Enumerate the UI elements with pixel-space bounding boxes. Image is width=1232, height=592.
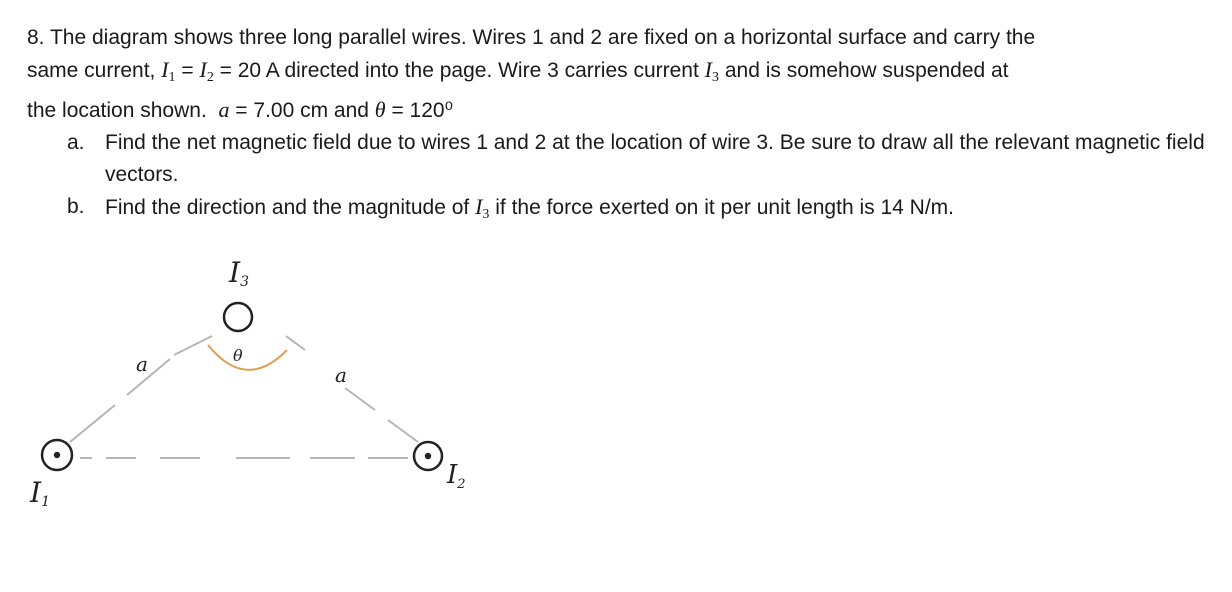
statement-line2c: and is somehow suspended at: [719, 59, 1009, 82]
label-I3: I3: [229, 256, 249, 290]
part-b-text-b: if the force exerted on it per unit length is 14 N/m.: [489, 196, 954, 219]
statement-line3a: the location shown.: [27, 99, 219, 122]
part-b-var-I3: $I_3$: [475, 194, 490, 222]
var-I2: $I_2$: [199, 57, 214, 85]
wire-2-symbol: [414, 442, 442, 470]
statement-line2b: = 20 A directed into the page. Wire 3 carries current: [213, 59, 705, 82]
statement-line3b: = 7.00 cm and: [229, 99, 375, 122]
angle-arc: [208, 345, 287, 370]
label-I1: I1: [30, 476, 50, 510]
wire-1-symbol: [42, 440, 72, 470]
var-I3: $I_3$: [704, 57, 719, 85]
equals: =: [175, 59, 200, 82]
part-b-marker: b.: [67, 195, 85, 218]
var-theta: θ: [374, 97, 386, 122]
part-a-text: Find the net magnetic field due to wires 1 and 2 at the location of wire 3. Be sure to draw all the relevant magnetic field vectors.: [105, 131, 1205, 186]
label-a-left: a: [136, 352, 148, 376]
var-a: a: [218, 97, 230, 122]
problem-number: 8.: [27, 26, 45, 49]
label-a-right: a: [335, 363, 347, 387]
statement-line2a: same current,: [27, 59, 162, 82]
part-b-text-a: Find the direction and the magnitude of: [105, 196, 476, 219]
wire-3-circle: [224, 303, 252, 331]
part-a-marker: a.: [67, 131, 85, 154]
statement-line1: The diagram shows three long parallel wires. Wires 1 and 2 are fixed on a horizontal surface and carry the: [49, 26, 1036, 49]
right-side-line: [286, 336, 418, 442]
theta-label: θ: [233, 346, 243, 365]
label-I2: I2: [447, 460, 466, 492]
var-I1: $I_1$: [161, 57, 176, 85]
statement-line3c: = 120⁰: [385, 99, 453, 122]
